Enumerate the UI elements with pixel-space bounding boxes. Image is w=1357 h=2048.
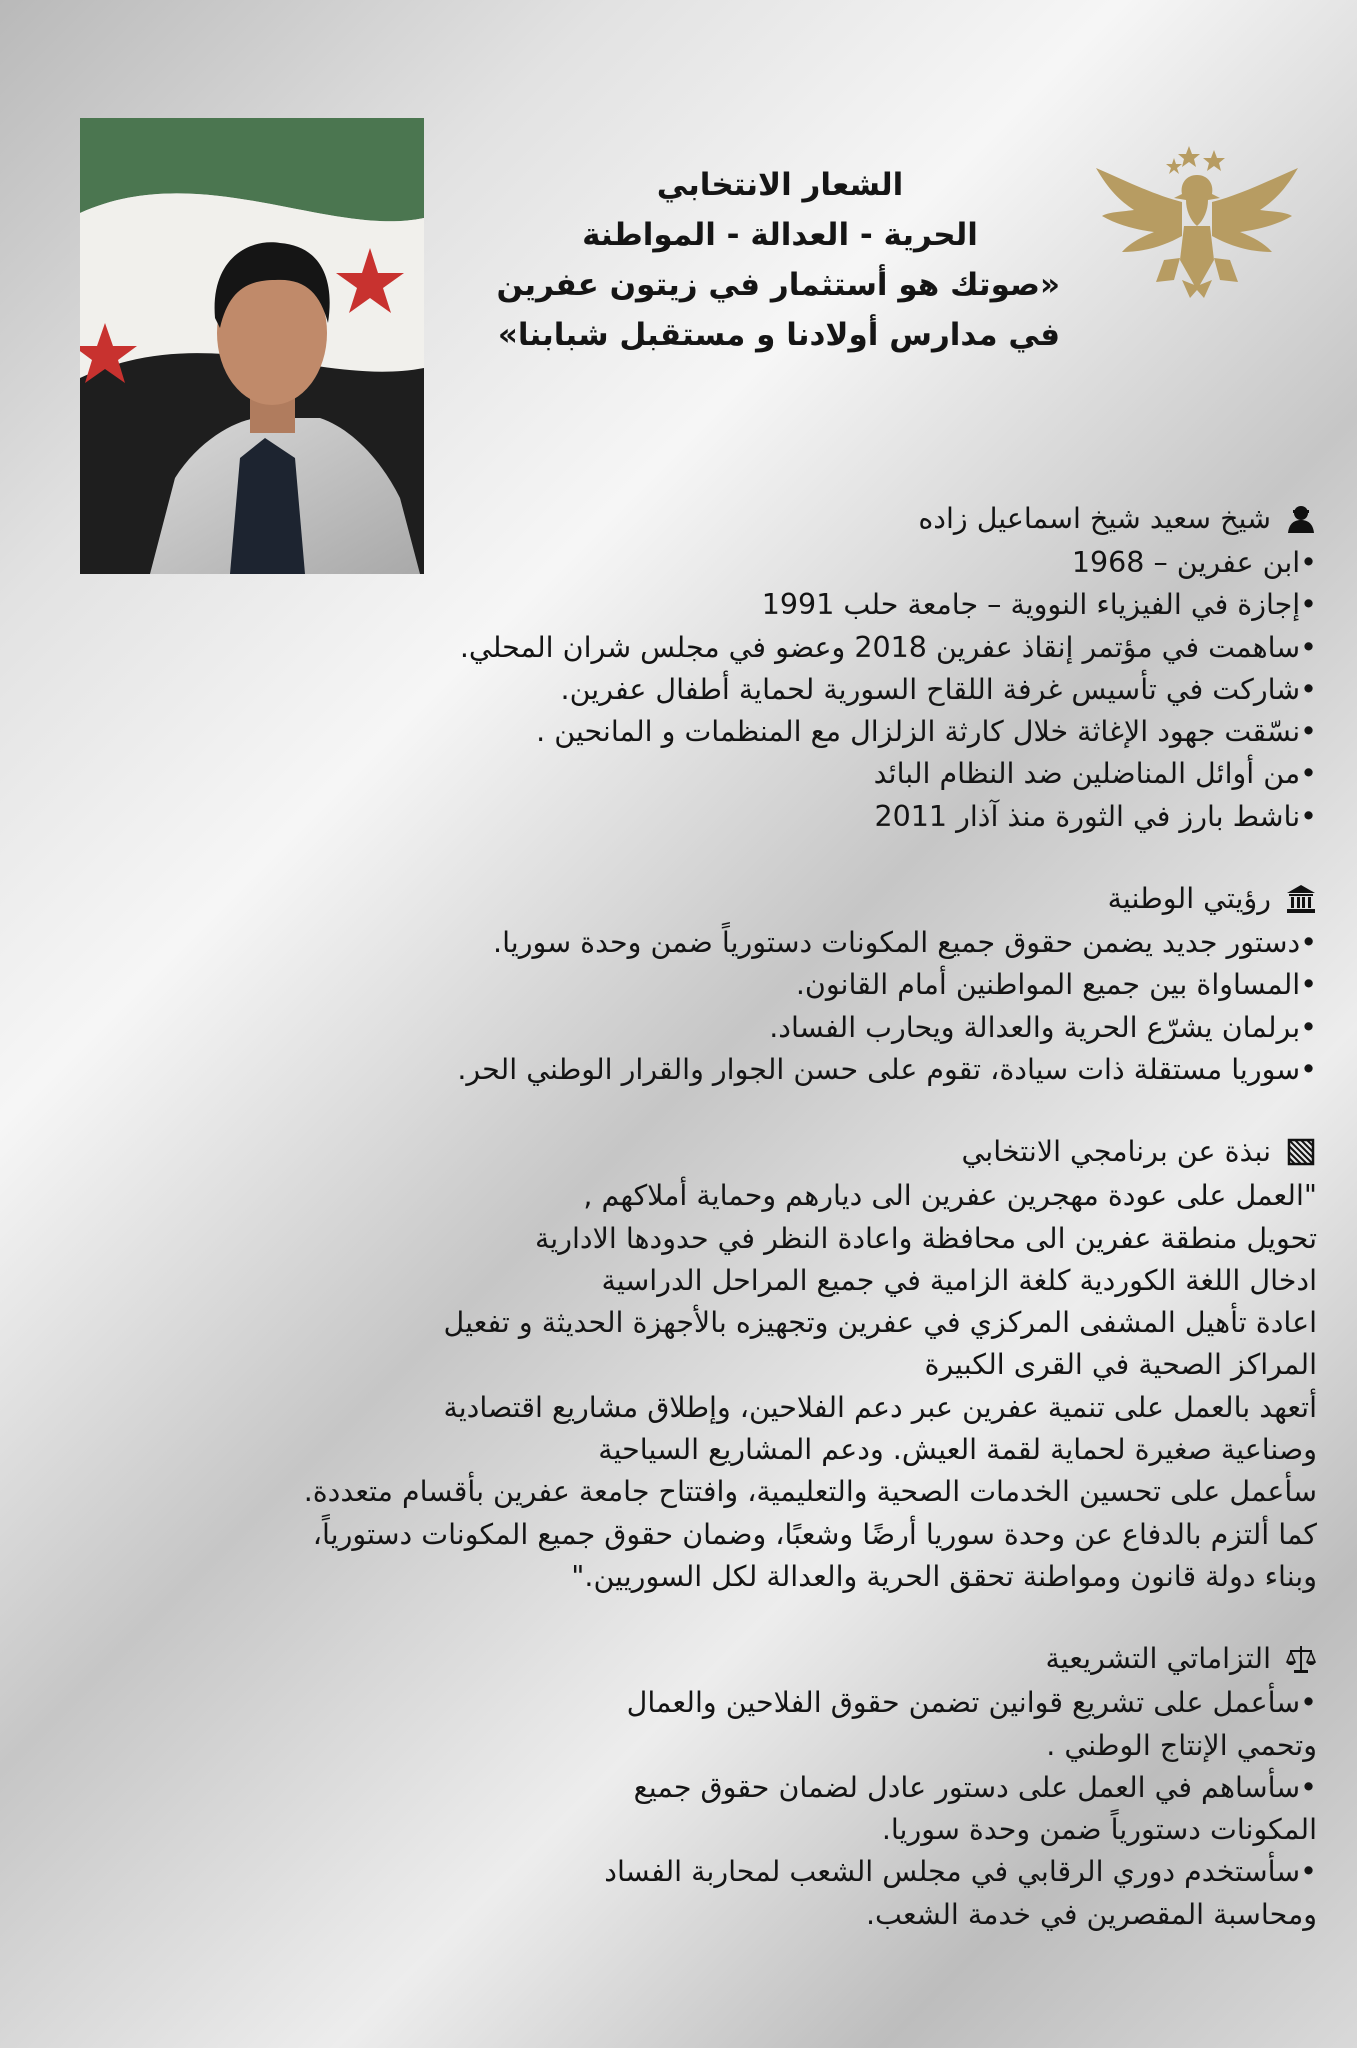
document-icon (1285, 1136, 1317, 1168)
bio-item: •من أوائل المناضلين ضد النظام البائد (873, 757, 1317, 791)
program-line: أتعهد بالعمل على تنمية عفرين عبر دعم الفلاحين، وإطلاق مشاريع اقتصادية (443, 1390, 1317, 1424)
vision-item: •دستور جديد يضمن حقوق جميع المكونات دستورياً ضمن وحدة سوريا. (493, 926, 1317, 960)
bio-item: •إجازة في الفيزياء النووية – جامعة حلب 1991 (761, 588, 1317, 622)
candidate-name: شيخ سعيد شيخ اسماعيل زاده (918, 501, 1271, 535)
program-line: المراكز الصحية في القرى الكبيرة (924, 1348, 1317, 1382)
bio-item: •شاركت في تأسيس غرفة اللقاح السورية لحماية أطفال عفرين. (560, 672, 1317, 706)
bio-item: •ابن عفرين – 1968 (1071, 546, 1317, 579)
bio-item: •نسّقت جهود الإغاثة خلال كارثة الزلزال مع المنظمات و المانحين . (536, 715, 1317, 749)
election-slogan (496, 160, 1060, 360)
commitment-line: ومحاسبة المقصرين في خدمة الشعب. (866, 1897, 1317, 1931)
commitment-line: •سأعمل على تشريع قوانين تضمن حقوق الفلاحين والعمال (626, 1686, 1317, 1720)
program-line: اعادة تأهيل المشفى المركزي في عفرين وتجهيزه بالأجهزة الحديثة و تفعيل (443, 1306, 1317, 1340)
program-heading (60, 1129, 1317, 1175)
commitments-title: التزاماتي التشريعية (1045, 1642, 1271, 1676)
vision-item: •المساواة بين جميع المواطنين أمام القانون. (795, 968, 1317, 1002)
commitments-heading (60, 1636, 1317, 1682)
slogan-line-4: في مدارس أولادنا و مستقبل شبابنا» (497, 317, 1060, 353)
bio-section (60, 496, 1317, 1936)
bio-item: •ناشط بارز في الثورة منذ آذار 2011 (874, 799, 1317, 833)
vision-title: رؤيتي الوطنية (1107, 881, 1271, 915)
vision-item: •سوريا مستقلة ذات سيادة، تقوم على حسن الجوار والقرار الوطني الحر. (457, 1052, 1317, 1086)
commitment-line: المكونات دستورياً ضمن وحدة سوريا. (881, 1813, 1317, 1847)
commitment-line: وتحمي الإنتاج الوطني . (1046, 1728, 1317, 1762)
slogan-title: الشعار الانتخابي (656, 167, 904, 203)
program-line: سأعمل على تحسين الخدمات الصحية والتعليمية، وافتتاح جامعة عفرين بأقسام متعددة. (303, 1475, 1317, 1509)
program-line: "العمل على عودة مهجرين عفرين الى ديارهم وحماية أملاكهم , (583, 1179, 1317, 1213)
bio-heading (60, 496, 1317, 542)
program-line: تحويل منطقة عفرين الى محافظة واعادة النظر في حدودها الادارية (535, 1221, 1317, 1255)
slogan-values: الحرية - العدالة - المواطنة (582, 217, 978, 253)
commitment-line: •سأستخدم دوري الرقابي في مجلس الشعب لمحاربة الفساد (604, 1855, 1317, 1889)
program-line: وبناء دولة قانون ومواطنة تحقق الحرية والعدالة لكل السوريين." (571, 1559, 1317, 1593)
person-icon (1285, 503, 1317, 535)
program-line: ادخال اللغة الكوردية كلغة الزامية في جميع المراحل الدراسية (601, 1263, 1317, 1297)
program-line: وصناعية صغيرة لحماية لقمة العيش. ودعم المشاريع السياحية (598, 1433, 1317, 1467)
eagle-emblem-icon (1094, 140, 1300, 300)
scales-icon (1285, 1643, 1317, 1675)
vision-item: •برلمان يشرّع الحرية والعدالة ويحارب الفساد. (769, 1010, 1317, 1044)
building-icon (1285, 883, 1317, 915)
program-line: كما ألتزم بالدفاع عن وحدة سوريا أرضًا وشعبًا، وضمان حقوق جميع المكونات دستورياً، (312, 1517, 1317, 1551)
bio-item: •ساهمت في مؤتمر إنقاذ عفرين 2018 وعضو في مجلس شران المحلي. (459, 630, 1317, 664)
program-title: نبذة عن برنامجي الانتخابي (961, 1135, 1271, 1169)
commitment-line: •سأساهم في العمل على دستور عادل لضمان حقوق جميع (633, 1770, 1317, 1804)
vision-heading (60, 876, 1317, 922)
slogan-line-3: «صوتك هو أستثمار في زيتون عفرين (496, 267, 1060, 303)
